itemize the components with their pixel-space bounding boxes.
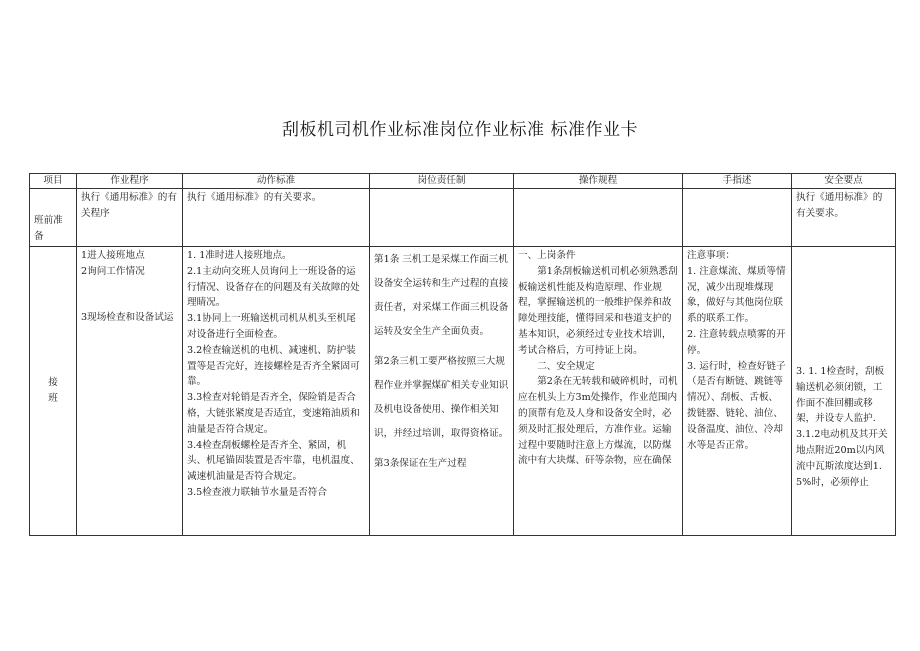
header-safety-points: 安全要点 (792, 174, 896, 189)
item-handover-char-2: 班 (48, 393, 58, 404)
handover-procedure (77, 247, 183, 536)
duty-article-2: 第2条三机工要严格按照三大规程作业并掌握煤矿相关专业知识及机电设备使用、操作相关知识，并经过培训，取得资格证。 (374, 356, 509, 439)
header-action-standard: 动作标准 (183, 174, 370, 189)
pointing-item-2: 2. 注意转载点喷雾的开停。 (687, 328, 786, 356)
procedure-step-2: 2询问工作情况 (81, 265, 145, 277)
handover-operation (514, 247, 683, 536)
handover-pointing (683, 247, 792, 536)
pointing-item-1: 1. 注意煤流、煤质等情况，减少出现堆煤现象，做好与其他岗位联系的联系工作。 (687, 265, 786, 325)
pre-shift-pointing (683, 189, 792, 247)
table-row-handover (30, 247, 896, 536)
safety-item-1: 3. 1. 1检查时，刮板输送机必须闭锁，工作面不准回棚或移架，并设专人监护. (796, 366, 885, 425)
pre-shift-safety: 执行《通用标准》的有关要求。 (792, 189, 896, 247)
pre-shift-procedure: 执行《通用标准》的有关程序 (77, 189, 183, 247)
action-item-1: 1. 1准时进人接班地点。 (187, 250, 292, 261)
duty-article-1: 第1条 三机工是采煤工作面三机设备安全运转和生产过程的直接责任者，对采煤工作面三机设备运转及安全生产全面负责。 (374, 254, 509, 337)
pre-shift-action: 执行《通用标准》的有关要求。 (183, 189, 370, 247)
standard-work-card-table (29, 173, 896, 536)
action-item-5: 3.3检查对轮销是否齐全，保险销是否合格，大链张紧度是否适宜，变速箱油质和油量是否符合规定。 (187, 392, 360, 435)
header-item: 项目 (30, 174, 77, 189)
header-pointing: 手指述 (683, 174, 792, 189)
action-item-2: 2.1主动向交班人员询问上一班设备的运行情况、设备存在的问题及有关故障的处理睛况。 (187, 265, 360, 309)
header-row (30, 174, 896, 189)
handover-action (183, 247, 370, 536)
operation-article-2: 第2条在无转载和破碎机时，司机应在机头上方3m处操作，作业范围内的顶帮有危及人身和设备安全时，必须及时汇报处理后，方准作业。运输过程中要随时注意上方煤流，以防煤流中有大块煤、矸等杂物，应在确保 (518, 376, 678, 467)
pre-shift-operation (514, 189, 683, 247)
header-operation-rules: 操作规程 (514, 174, 683, 189)
action-item-3: 3.1协同上一班输送机司机从机头至机尾对设备进行全面检查。 (187, 313, 356, 340)
pointing-heading: 注意事项： (687, 250, 735, 261)
pointing-item-3: 3. 运行时，检查好链子（是否有断链、跳链等情况）、刮板、舌板、拨链器、链轮、油位、设备温度、油位、冷却水等是否正常。 (687, 360, 786, 451)
item-handover (30, 247, 77, 536)
procedure-step-3: 3现场检查和设备试运 (81, 311, 174, 323)
operation-article-1: 第1条刮板输送机司机必须熟悉刮板输送机性能及构造原理、作业规程，掌握输送机的一般维护保养和故障处理技能，懂得回采和巷道支护的基本知识，必须经过专业技术培训，考试合格后，方可持证上岗。 (518, 265, 678, 356)
operation-heading-2: 二、安全规定 (537, 360, 595, 372)
operation-heading-1: 一、上岗条件 (518, 250, 576, 261)
item-pre-shift: 班前准备 (30, 189, 77, 247)
action-item-6: 3.4检查刮板螺栓是否齐全、紧固，机头、机尾锚固装置是否牢靠，电机温度、减速机油量是否符合规定。 (187, 439, 360, 483)
action-item-4: 3.2检查输送机的电机、减速机、防护装置等是否完好，连接螺栓是否齐全紧固可靠。 (187, 344, 360, 388)
table-row-pre-shift (30, 189, 896, 247)
handover-safety (792, 247, 896, 536)
safety-item-2: 3.1.2电动机及其开关地点附近20m以内风流中瓦斯浓度达到1.5%时，必须停止 (796, 429, 888, 488)
header-procedure: 作业程序 (77, 174, 183, 189)
page-title: 刮板机司机作业标准岗位作业标准 标准作业卡 (282, 120, 638, 140)
duty-article-3: 第3条保证在生产过程 (374, 458, 467, 469)
handover-duty (370, 247, 514, 536)
item-handover-char-1: 接 (48, 377, 58, 389)
action-item-7: 3.5检查液力联轴节水量是否符合 (187, 486, 327, 498)
pre-shift-duty (370, 189, 514, 247)
header-duty: 岗位责任制 (370, 174, 514, 189)
procedure-step-1: 1进人接班地点 (81, 250, 145, 261)
